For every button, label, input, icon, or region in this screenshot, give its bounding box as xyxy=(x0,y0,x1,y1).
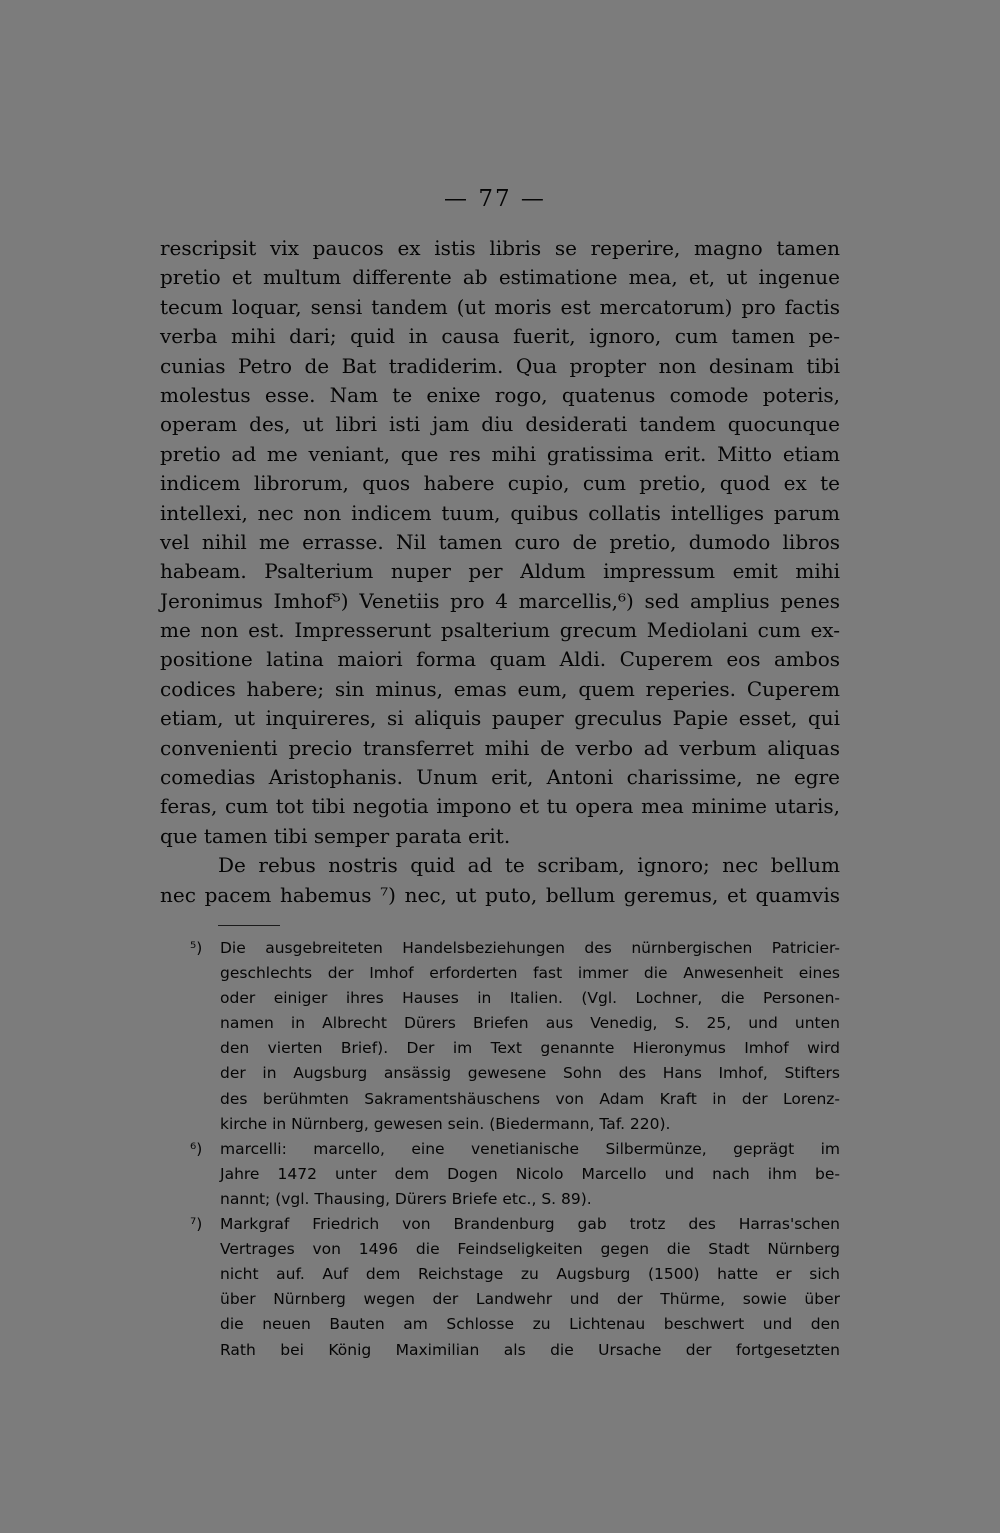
footnote-line xyxy=(160,936,840,961)
footnote-marker: ⁵) xyxy=(190,939,203,957)
footnote-line: Jahre 1472 unter dem Dogen Nicolo Marcello und nach ihm be- xyxy=(220,1164,840,1183)
footnote-marker: ⁶) xyxy=(190,1139,203,1158)
footnote-line: Vertrages von 1496 die Feindseligkeiten gegen die Stadt Nürnberg xyxy=(220,1240,840,1259)
text-line: operam des, ut libri isti jam diu desiderati tandem quocunque xyxy=(160,412,840,437)
text-line: positione latina maiori forma quam Aldi. Cuperem eos ambos xyxy=(160,647,840,672)
text-line: convenienti precio transferret mihi de verbo ad verbum aliquas xyxy=(160,735,840,760)
text-line: nec pacem habemus ⁷) nec, ut puto, bellum geremus, et quamvis xyxy=(160,882,840,907)
footnote-line: über Nürnberg wegen der Landwehr und der Thürme, sowie über xyxy=(220,1290,840,1309)
text-line: que tamen tibi semper parata erit. xyxy=(160,823,511,848)
text-line: De rebus nostris quid ad te scribam, ignoro; nec bellum xyxy=(218,853,840,878)
text-line: etiam, ut inquireres, si aliquis pauper greculus Papie esset, qui xyxy=(160,706,840,731)
footnote-line xyxy=(160,1212,840,1237)
footnote-line: namen in Albrecht Dürers Briefen aus Venedig, S. 25, und unten xyxy=(220,1014,840,1033)
footnote-text: Markgraf Friedrich von Brandenburg gab trotz des Harras'schen xyxy=(220,1215,840,1234)
text-line: vel nihil me errasse. Nil tamen curo de pretio, dumodo libros xyxy=(160,529,840,554)
footnote-7 xyxy=(160,1212,840,1363)
footnote-divider xyxy=(218,925,280,926)
footnote-line: kirche in Nürnberg, gewesen sein. (Biedermann, Taf. 220). xyxy=(220,1114,671,1133)
footnote-line xyxy=(160,1137,840,1162)
footnote-line: geschlechts der Imhof erforderten fast immer die Anwesenheit eines xyxy=(220,964,840,983)
footnote-line: Rath bei König Maximilian als die Ursache der fortgesetzten xyxy=(220,1340,840,1359)
text-line: tecum loquar, sensi tandem (ut moris est mercatorum) pro factis xyxy=(160,294,840,319)
footnote-line: nannt; (vgl. Thausing, Dürers Briefe etc., S. 89). xyxy=(220,1189,592,1208)
text-line: rescripsit vix paucos ex istis libris se reperire, magno tamen xyxy=(160,236,840,260)
text-line: me non est. Impresserunt psalterium grecum Mediolani cum ex- xyxy=(160,618,840,643)
text-line: comedias Aristophanis. Unum erit, Antoni charissime, ne egre xyxy=(160,765,840,790)
footnote-text: Die ausgebreiteten Handelsbeziehungen des nürnbergischen Patricier- xyxy=(220,939,840,957)
footnotes xyxy=(160,936,840,1363)
text-line: feras, cum tot tibi negotia impono et tu opera mea minime utaris, xyxy=(160,794,840,819)
footnote-line: des berühmten Sakramentshäuschens von Adam Kraft in der Lorenz- xyxy=(220,1089,840,1108)
text-line: molestus esse. Nam te enixe rogo, quatenus comode poteris, xyxy=(160,382,840,407)
footnote-5 xyxy=(160,936,840,1137)
footnote-text: marcelli: marcello, eine venetianische Silbermünze, geprägt im xyxy=(220,1139,840,1158)
footnote-line: nicht auf. Auf dem Reichstage zu Augsburg (1500) hatte er sich xyxy=(220,1265,840,1284)
page-number: — 77 — xyxy=(444,186,546,212)
text-line: codices habere; sin minus, emas eum, quem reperies. Cuperem xyxy=(160,676,840,701)
text-line: pretio et multum differente ab estimatione mea, et, ut ingenue xyxy=(160,265,840,290)
footnote-line: oder einiger ihres Hauses in Italien. (Vgl. Lochner, die Personen- xyxy=(220,989,840,1008)
footnote-line: den vierten Brief). Der im Text genannte Hieronymus Imhof wird xyxy=(220,1039,840,1058)
footnote-marker: ⁷) xyxy=(190,1215,203,1234)
text-line: pretio ad me veniant, que res mihi gratissima erit. Mitto etiam xyxy=(160,441,840,466)
text-line: intellexi, nec non indicem tuum, quibus collatis intelliges parum xyxy=(160,500,840,525)
body-text xyxy=(160,234,840,910)
text-line: indicem librorum, quos habere cupio, cum pretio, quod ex te xyxy=(160,471,840,496)
footnote-line: die neuen Bauten am Schlosse zu Lichtenau beschwert und den xyxy=(220,1315,840,1334)
text-line: Jeronimus Imhof⁵) Venetiis pro 4 marcellis,⁶) sed amplius penes xyxy=(160,588,840,613)
footnote-line: der in Augsburg ansässig gewesene Sohn des Hans Imhof, Stifters xyxy=(220,1064,840,1083)
text-line: cunias Petro de Bat tradiderim. Qua propter non desinam tibi xyxy=(160,353,840,378)
footnote-6 xyxy=(160,1137,840,1212)
text-line: verba mihi dari; quid in causa fuerit, ignoro, cum tamen pe- xyxy=(160,324,840,349)
text-line: habeam. Psalterium nuper per Aldum impressum emit mihi xyxy=(160,559,840,584)
